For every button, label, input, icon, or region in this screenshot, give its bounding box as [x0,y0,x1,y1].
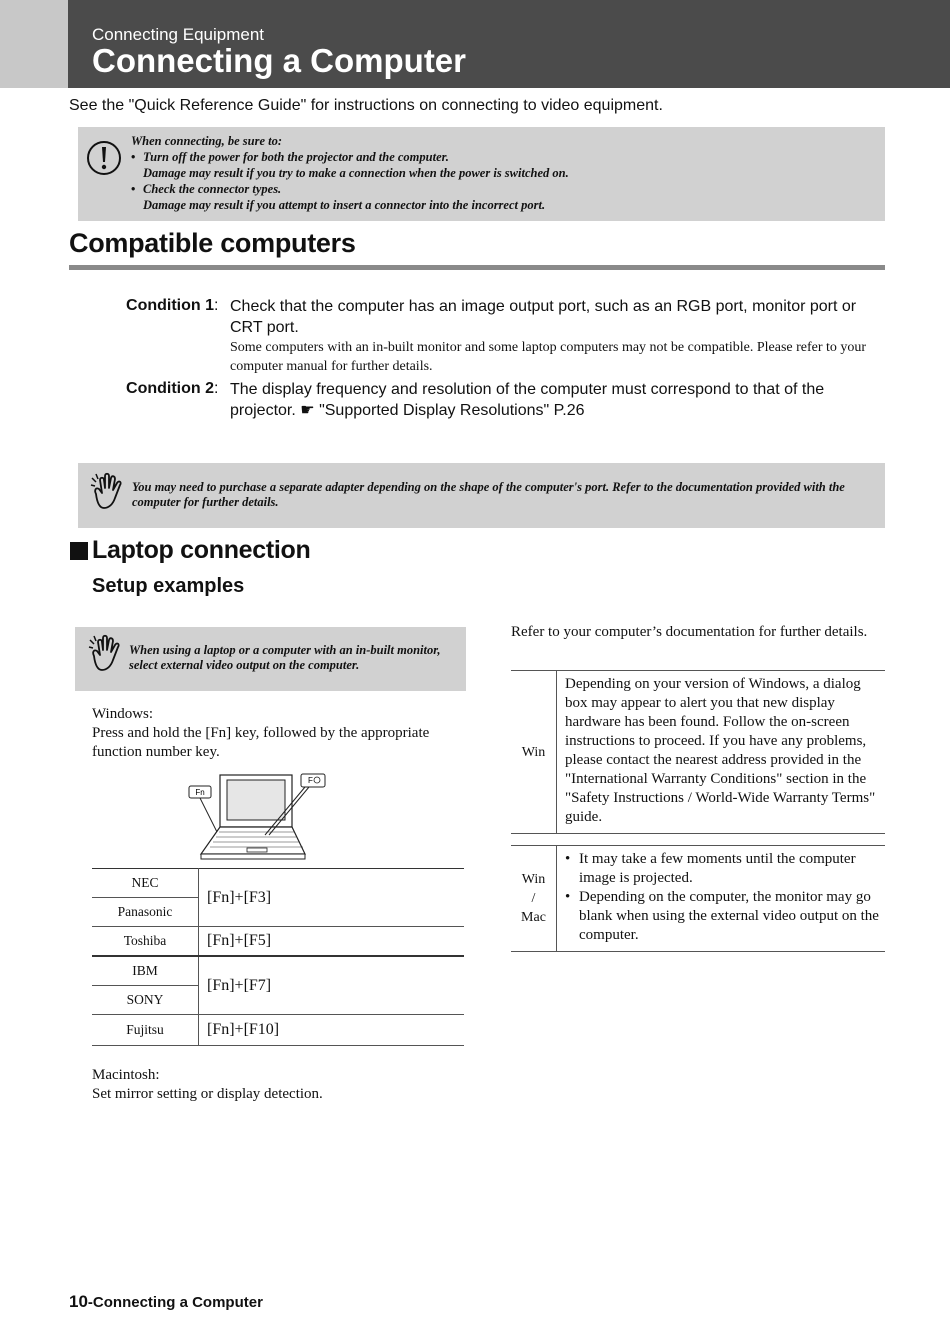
brand-cell: SONY [92,986,199,1015]
section-heading-compatible: Compatible computers [69,228,356,258]
note-cell [557,846,886,952]
key-combo-cell: [Fn]+[F10] [199,1015,465,1046]
heading-rule [69,265,885,270]
key-combo-cell: [Fn]+[F7] [199,956,465,1015]
fn-key-label: Fn [195,788,205,797]
mac-label: Macintosh: [92,1067,160,1083]
mac-instructions [92,1066,462,1104]
os-cell: Win / Mac [511,846,557,952]
list-item: • It may take a few moments until the computer image is projected. [565,851,856,886]
warning-item-detail: Damage may result if you attempt to insert a connector into the incorrect port. [143,198,546,212]
page-title: Connecting a Computer [92,42,467,79]
pointing-hand-icon: ☛ [300,402,315,419]
os-notes-table [511,845,885,952]
table-row [92,1015,464,1046]
header-side-block [0,0,68,88]
brand-cell: NEC [92,869,199,898]
brand-cell: IBM [92,956,199,986]
os-notes-table [511,670,885,834]
hand-tip-icon [88,634,124,674]
warning-lead: When connecting, be sure to: [131,134,283,148]
function-key-table [92,868,464,1046]
condition-1-label: Condition 1 [126,297,214,314]
brand-cell: Fujitsu [92,1015,199,1046]
warning-text [131,133,569,213]
key-combo-cell: [Fn]+[F3] [199,869,465,927]
subheading-setup-examples: Setup examples [92,575,245,597]
table-row [511,846,885,952]
exclamation-icon [86,140,122,176]
condition-2-text [230,379,885,421]
warning-item-detail: Damage may result if you try to make a connection when the power is switched on. [143,166,569,180]
warning-item: • Check the connector types. [131,182,282,196]
key-combo-cell: [Fn]+[F5] [199,927,465,957]
page-number: 10 [69,1292,88,1311]
brand-cell: Toshiba [92,927,199,957]
intro-text: See the "Quick Reference Guide" for instructions on connecting to video equipment. [69,97,663,114]
mac-text: Set mirror setting or display detection. [92,1086,323,1102]
section-square-icon [70,542,88,560]
warning-item: • Turn off the power for both the projector and the computer. [131,150,449,164]
refer-text: Refer to your computer’s documentation for further details. [511,624,868,640]
page-footer [69,1292,263,1312]
os-cell: Win [511,671,557,834]
table-row [92,869,464,898]
footer-title: -Connecting a Computer [87,1294,263,1311]
section-heading-laptop: Laptop connection [92,536,311,564]
condition-1-main: Check that the computer has an image output port, such as an RGB port, monitor port or CRT port. [230,298,857,336]
tip-text: You may need to purchase a separate adapter depending on the shape of the computer's port. Refer to the documentation provided with the computer for further details. [132,480,845,509]
cross-reference-link[interactable]: "Supported Display Resolutions" P.26 [319,402,585,419]
list-item: • Depending on the computer, the monitor may go blank when using the external video output on the computer. [565,889,879,943]
windows-text: Press and hold the [Fn] key, followed by the appropriate function number key. [92,725,430,760]
condition-colon: : [214,380,219,397]
brand-cell: Panasonic [92,898,199,927]
table-row [511,671,885,834]
svg-text:F: F [308,776,313,785]
windows-label: Windows: [92,706,154,722]
tip-text: When using a laptop or a computer with an in-built monitor, select external video output on the computer. [129,643,441,672]
condition-colon: : [214,297,219,314]
section-label: Connecting Equipment [92,25,265,44]
laptop-illustration [185,770,330,862]
table-row [92,927,464,957]
windows-instructions [92,705,462,762]
table-row [92,956,464,986]
note-cell: Depending on your version of Windows, a dialog box may appear to alert you that new display hardware has been found. Follow the on-screen instructions to proceed. If you have any problems, please contact the nearest address provided in the "International Warranty Conditions" section in the "Safety Instructions / World-Wide Warranty Terms" guide. [565,676,876,825]
condition-1-sub: Some computers with an in-built monitor and some laptop computers may not be compatible. Please refer to your computer manual for further details. [230,340,867,374]
condition-2-label: Condition 2 [126,380,214,397]
hand-tip-icon [90,472,126,512]
condition-2-main: The display frequency and resolution of the computer must correspond to that of the projector. [230,381,825,419]
condition-1-text [230,296,885,376]
